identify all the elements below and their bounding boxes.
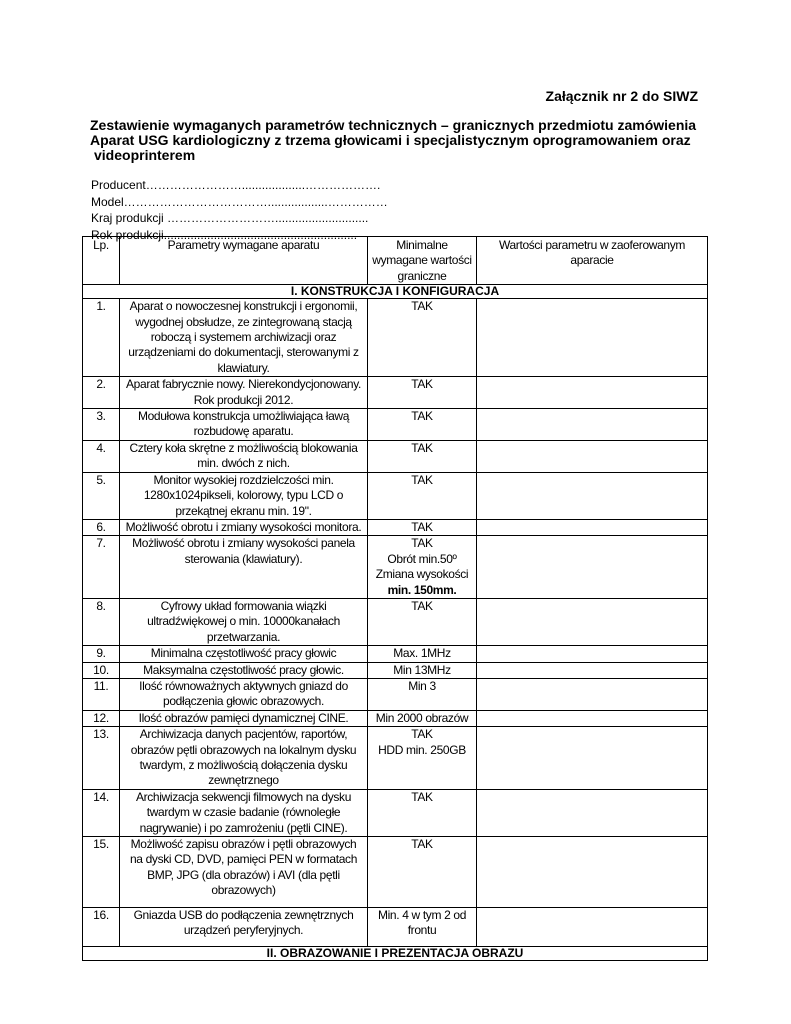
row-param: Maksymalna częstotliwość pracy głowic. xyxy=(120,662,368,678)
row-offered[interactable] xyxy=(477,598,708,645)
row-min-line: TAK xyxy=(411,536,433,551)
table-row xyxy=(83,646,708,662)
row-offered[interactable] xyxy=(477,519,708,535)
table-row xyxy=(83,662,708,678)
row-min: TAK xyxy=(368,472,477,519)
row-min: Min 13MHz xyxy=(368,662,477,678)
table-row xyxy=(83,727,708,790)
row-lp: 7. xyxy=(83,536,120,599)
row-param: Ilość obrazów pamięci dynamicznej CINE. xyxy=(120,710,368,726)
annex-label: Załącznik nr 2 do SIWZ xyxy=(545,88,698,104)
row-min: Min. 4 w tym 2 od frontu xyxy=(368,907,477,947)
row-offered[interactable] xyxy=(477,907,708,947)
row-lp: 16. xyxy=(83,907,120,947)
row-param: Możliwość zapisu obrazów i pętli obrazowych na dyski CD, DVD, pamięci PEN w formatach BMP, JPG (dla obrazów) i AVI (dla pętli obrazowych) xyxy=(120,837,368,908)
row-min: Min 2000 obrazów xyxy=(368,710,477,726)
row-min: TAK xyxy=(368,598,477,645)
row-offered[interactable] xyxy=(477,727,708,790)
table-row xyxy=(83,678,708,710)
table-header-row xyxy=(83,237,708,285)
row-min: Max. 1MHz xyxy=(368,646,477,662)
row-lp: 12. xyxy=(83,710,120,726)
header-min: Minimalne wymagane wartości graniczne xyxy=(368,237,477,285)
parameters-table xyxy=(82,236,708,961)
heading-line-2: Aparat USG kardiologiczny z trzema głowicami i specjalistycznym oprogramowaniem oraz xyxy=(90,132,691,148)
row-param: Minimalna częstotliwość pracy głowic xyxy=(120,646,368,662)
row-lp: 2. xyxy=(83,377,120,409)
table-row xyxy=(83,409,708,441)
row-lp: 8. xyxy=(83,598,120,645)
row-param: Archiwizacja danych pacjentów, raportów, obrazów pętli obrazowych na lokalnym dysku twardym, z możliwością dołączenia dysku zewnętrznego xyxy=(120,727,368,790)
section-title-2: II. OBRAZOWANIE I PREZENTACJA OBRAZU xyxy=(83,947,708,961)
row-param: Ilość równoważnych aktywnych gniazd do podłączenia głowic obrazowych. xyxy=(120,678,368,710)
row-min: TAK xyxy=(368,519,477,535)
row-lp: 1. xyxy=(83,299,120,377)
row-param: Cyfrowy układ formowania wiązki ultradźwiękowej o min. 10000kanałach przetwarzania. xyxy=(120,598,368,645)
row-lp: 6. xyxy=(83,519,120,535)
row-min: TAK xyxy=(368,409,477,441)
table-row xyxy=(83,519,708,535)
row-offered[interactable] xyxy=(477,789,708,836)
row-offered[interactable] xyxy=(477,662,708,678)
row-lp: 5. xyxy=(83,472,120,519)
section-row xyxy=(83,947,708,961)
row-offered[interactable] xyxy=(477,710,708,726)
header-lp: Lp. xyxy=(83,237,120,285)
row-lp: 10. xyxy=(83,662,120,678)
row-min-line: TAK xyxy=(411,727,433,742)
row-offered[interactable] xyxy=(477,646,708,662)
device-metadata xyxy=(91,177,391,243)
row-min-line: Obrót min.50º xyxy=(387,551,457,566)
row-min: TAK xyxy=(368,837,477,908)
row-lp: 14. xyxy=(83,789,120,836)
row-param: Aparat fabrycznie nowy. Nierekondycjonowany. Rok produkcji 2012. xyxy=(120,377,368,409)
row-offered[interactable] xyxy=(477,299,708,377)
row-param: Gniazda USB do podłączenia zewnętrznych urządzeń peryferyjnych. xyxy=(120,907,368,947)
row-offered[interactable] xyxy=(477,678,708,710)
row-param: Możliwość obrotu i zmiany wysokości monitora. xyxy=(120,519,368,535)
row-param: Możliwość obrotu i zmiany wysokości panela sterowania (klawiatury). xyxy=(120,536,368,599)
row-lp: 13. xyxy=(83,727,120,790)
row-param: Monitor wysokiej rozdzielczości min. 1280x1024pikseli, kolorowy, typu LCD o przekątnej ekranu min. 19". xyxy=(120,472,368,519)
section-title-1: I. KONSTRUKCJA I KONFIGURACJA xyxy=(83,285,708,299)
row-param: Modułowa konstrukcja umożliwiająca ławą rozbudowę aparatu. xyxy=(120,409,368,441)
row-min xyxy=(368,727,477,790)
row-min xyxy=(368,536,477,599)
row-param: Cztery koła skrętne z możliwością blokowania min. dwóch z nich. xyxy=(120,440,368,472)
row-offered[interactable] xyxy=(477,440,708,472)
row-min-line: min. 150mm. xyxy=(387,582,457,597)
year-field: Rok produkcji.......................................................... xyxy=(91,227,358,242)
row-min: TAK xyxy=(368,377,477,409)
section-row xyxy=(83,285,708,299)
table-row xyxy=(83,299,708,377)
row-offered[interactable] xyxy=(477,536,708,599)
country-field: Kraj produkcji ………………………............................ xyxy=(91,211,369,225)
table-row xyxy=(83,710,708,726)
table-row xyxy=(83,907,708,947)
table-row xyxy=(83,440,708,472)
header-offered: Wartości parametru w zaoferowanym aparacie xyxy=(477,237,708,285)
table-row xyxy=(83,472,708,519)
heading-line-3: videoprinterem xyxy=(94,147,196,163)
row-lp: 9. xyxy=(83,646,120,662)
row-lp: 3. xyxy=(83,409,120,441)
row-min: TAK xyxy=(368,299,477,377)
table-row xyxy=(83,789,708,836)
table-row xyxy=(83,598,708,645)
heading-line-1: Zestawienie wymaganych parametrów technicznych – granicznych przedmiotu zamówienia xyxy=(90,117,697,133)
table-row xyxy=(83,536,708,599)
model-field: Model………………………………..................…………… xyxy=(91,194,388,209)
row-offered[interactable] xyxy=(477,472,708,519)
producer-field: Producent……………………...................………………. xyxy=(91,178,381,192)
row-lp: 4. xyxy=(83,440,120,472)
row-min: TAK xyxy=(368,440,477,472)
document-heading xyxy=(90,118,700,163)
header-params: Parametry wymagane aparatu xyxy=(120,237,368,285)
row-lp: 11. xyxy=(83,678,120,710)
row-offered[interactable] xyxy=(477,377,708,409)
row-param: Archiwizacja sekwencji filmowych na dysku twardym w czasie badanie (równoległe nagrywanie) i po zamrożeniu (pętli CINE). xyxy=(120,789,368,836)
row-min: TAK xyxy=(368,789,477,836)
table-row xyxy=(83,377,708,409)
row-param: Aparat o nowoczesnej konstrukcji i ergonomii, wygodnej obsłudze, ze zintegrowaną stacją roboczą i systemem archiwizacji oraz urządzeniami do dokumentacji, sterowanymi z klawiatury. xyxy=(120,299,368,377)
row-lp: 15. xyxy=(83,837,120,908)
row-min-line: Zmiana wysokości xyxy=(375,567,469,582)
row-min-line: HDD min. 250GB xyxy=(378,742,466,757)
row-offered[interactable] xyxy=(477,837,708,908)
row-min: Min 3 xyxy=(368,678,477,710)
table-row xyxy=(83,837,708,908)
row-offered[interactable] xyxy=(477,409,708,441)
